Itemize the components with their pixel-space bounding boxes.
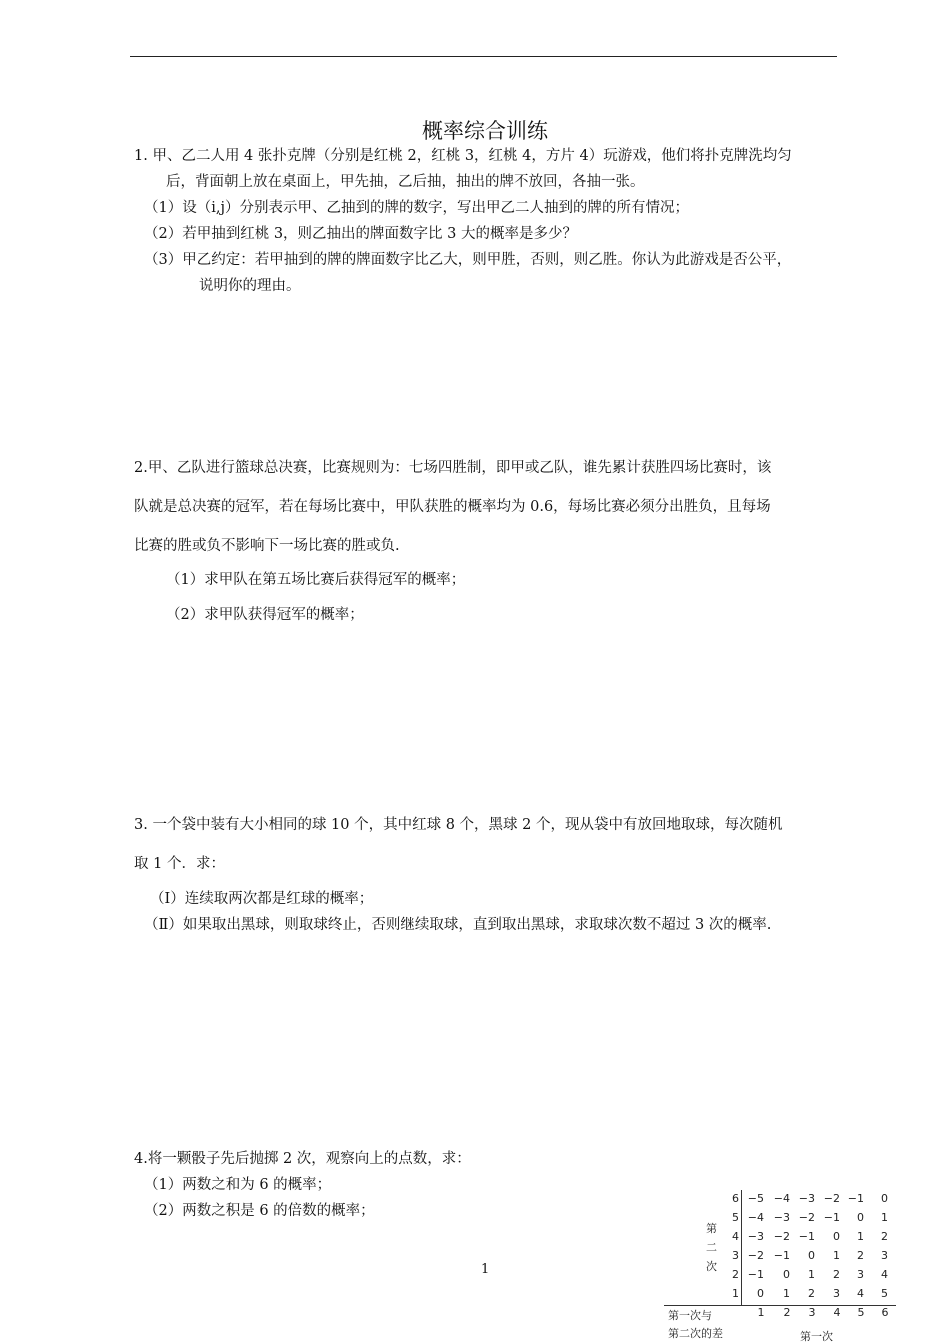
table-cell: 2	[833, 1268, 840, 1281]
table-col-label: 6	[881, 1306, 889, 1319]
table-cell: −2	[798, 1211, 815, 1224]
table-cell: −5	[747, 1192, 764, 1205]
table-cell: −4	[747, 1211, 764, 1224]
table-cell: 4	[857, 1287, 864, 1300]
q4-part-2: （2）两数之积是 6 的倍数的概率；	[144, 1203, 375, 1219]
q4-part-1: （1）两数之和为 6 的概率；	[144, 1177, 332, 1193]
q1-line-1: 1. 甲、乙二人用 4 张扑克牌（分别是红桃 2，红桃 3，红桃 4，方片 4）玩游戏，他们将扑克牌洗均匀	[134, 148, 792, 164]
table-cell: −2	[773, 1230, 790, 1243]
corner-label-line-1: 第一次与	[668, 1309, 712, 1322]
table-cell: −3	[773, 1211, 790, 1224]
q1-part-3: （3）甲乙约定：若甲抽到的牌的牌面数字比乙大，则甲胜，否则，则乙胜。你认为此游戏是否公平，	[144, 252, 792, 268]
table-cell: −2	[823, 1192, 840, 1205]
table-row-label: 5	[732, 1211, 739, 1224]
table-col-label: 3	[808, 1306, 816, 1319]
q3-line-2: 取 1 个．求：	[134, 856, 225, 872]
page-number: 1	[481, 1262, 490, 1277]
table-cell: 3	[857, 1268, 864, 1281]
x-axis-label: 第一次	[800, 1330, 833, 1343]
y-axis-label-char: 次	[706, 1260, 717, 1273]
table-col-label: 4	[833, 1306, 841, 1319]
table-row-label: 6	[732, 1192, 739, 1205]
q1-line-2: 后，背面朝上放在桌面上，甲先抽，乙后抽，抽出的牌不放回，各抽一张。	[166, 174, 645, 190]
table-row-label: 3	[732, 1249, 739, 1262]
table-cell: −4	[773, 1192, 790, 1205]
table-cell: −2	[747, 1249, 764, 1262]
table-cell: 2	[808, 1287, 815, 1300]
q3-part-1: （Ⅰ）连续取两次都是红球的概率；	[150, 891, 374, 907]
table-cell: 4	[881, 1268, 888, 1281]
table-cell: 0	[757, 1287, 764, 1300]
table-cell: 0	[857, 1211, 864, 1224]
table-cell: 0	[833, 1230, 840, 1243]
table-cell: 1	[881, 1211, 888, 1224]
table-row-label: 1	[732, 1287, 739, 1300]
q2-line-1: 2.甲、乙队进行篮球总决赛，比赛规则为：七场四胜制，即甲或乙队，谁先累计获胜四场比赛时，该	[134, 460, 772, 476]
q1-part-1: （1）设（i,j）分别表示甲、乙抽到的牌的数字，写出甲乙二人抽到的牌的所有情况；	[144, 200, 689, 216]
q3-part-2: （Ⅱ）如果取出黑球，则取球终止，否则继续取球，直到取出黑球，求取球次数不超过 3 次的概率.	[144, 917, 772, 933]
y-axis-label-char: 二	[706, 1241, 717, 1254]
table-cell: 1	[857, 1230, 864, 1243]
header-rule	[130, 56, 837, 57]
difference-table-figure	[664, 1188, 904, 1344]
table-col-label: 1	[757, 1306, 765, 1319]
table-cell: −1	[747, 1268, 764, 1281]
q2-line-3: 比赛的胜或负不影响下一场比赛的胜或负.	[134, 538, 400, 554]
q1-part-3-cont: 说明你的理由。	[199, 278, 301, 294]
table-cell: 1	[808, 1268, 815, 1281]
table-cell: −3	[747, 1230, 764, 1243]
table-cell: −1	[773, 1249, 790, 1262]
y-axis-label-char: 第	[706, 1222, 717, 1235]
table-row-label: 4	[732, 1230, 739, 1243]
table-cell: 1	[833, 1249, 840, 1262]
table-cell: 5	[881, 1287, 888, 1300]
table-cell: −1	[823, 1211, 840, 1224]
table-cell: 1	[783, 1287, 790, 1300]
q1-part-2: （2）若甲抽到红桃 3，则乙抽出的牌面数字比 3 大的概率是多少？	[144, 226, 578, 242]
table-row-label: 2	[732, 1268, 739, 1281]
table-cell: 0	[881, 1192, 888, 1205]
table-cell: 0	[783, 1268, 790, 1281]
table-cell: −1	[798, 1230, 815, 1243]
q2-part-1: （1）求甲队在第五场比赛后获得冠军的概率；	[166, 572, 466, 588]
table-cell: 3	[833, 1287, 840, 1300]
table-cell: 0	[808, 1249, 815, 1262]
q2-part-2: （2）求甲队获得冠军的概率；	[166, 607, 364, 623]
q3-line-1: 3. 一个袋中装有大小相同的球 10 个，其中红球 8 个，黑球 2 个，现从袋中有放回地取球，每次随机	[134, 817, 783, 833]
table-cell: 2	[881, 1230, 888, 1243]
page-title: 概率综合训练	[422, 119, 548, 143]
corner-label-line-2: 第二次的差	[668, 1327, 723, 1340]
q4-line-1: 4.将一颗骰子先后抛掷 2 次，观察向上的点数，求：	[134, 1151, 471, 1167]
table-cell: −1	[847, 1192, 864, 1205]
table-cell: 3	[881, 1249, 888, 1262]
table-cell: 2	[857, 1249, 864, 1262]
table-cell: −3	[798, 1192, 815, 1205]
table-col-label: 5	[857, 1306, 865, 1319]
q2-line-2: 队就是总决赛的冠军，若在每场比赛中，甲队获胜的概率均为 0.6，每场比赛必须分出胜负，且每场	[134, 499, 771, 515]
table-col-label: 2	[783, 1306, 791, 1319]
